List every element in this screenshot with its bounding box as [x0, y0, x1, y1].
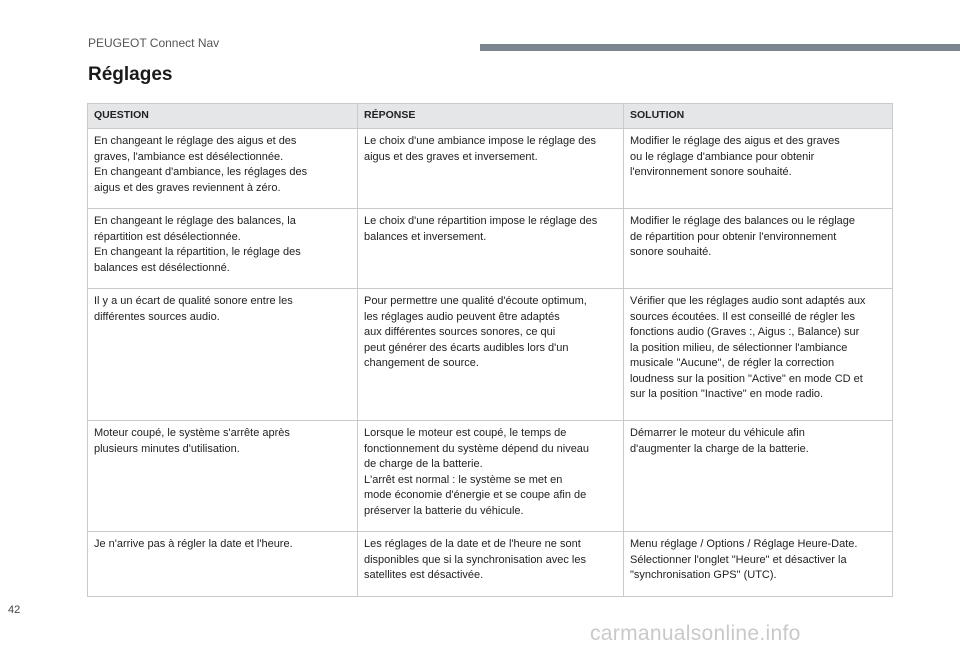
answer-cell: Pour permettre une qualité d'écoute optimum, les réglages audio peuvent être adaptés aux différentes sources sonores, ce qui peut générer des écarts audibles lors d'un changement de source.: [358, 289, 624, 421]
troubleshooting-table: [87, 103, 893, 597]
manual-title: PEUGEOT Connect Nav: [88, 36, 220, 50]
solution-cell: Modifier le réglage des balances ou le réglage de répartition pour obtenir l'environnement sonore souhaité.: [624, 209, 893, 289]
question-cell: Il y a un écart de qualité sonore entre les différentes sources audio.: [88, 289, 358, 421]
solution-cell: Démarrer le moteur du véhicule afin d'augmenter la charge de la batterie.: [624, 421, 893, 532]
watermark-text: carmanualsonline.info: [590, 622, 801, 645]
table-row: [88, 532, 893, 597]
answer-cell: Les réglages de la date et de l'heure ne sont disponibles que si la synchronisation avec les satellites est désactivée.: [358, 532, 624, 597]
page-title: Réglages: [88, 64, 173, 85]
question-cell: Moteur coupé, le système s'arrête après plusieurs minutes d'utilisation.: [88, 421, 358, 532]
column-header-solution: SOLUTION: [624, 104, 893, 129]
column-header-question: QUESTION: [88, 104, 358, 129]
answer-cell: Le choix d'une ambiance impose le réglage des aigus et des graves et inversement.: [358, 129, 624, 209]
header-divider-bar: [480, 44, 960, 51]
solution-cell: Vérifier que les réglages audio sont adaptés aux sources écoutées. Il est conseillé de régler les fonctions audio (Graves :, Aigus :, Balance) sur la position milieu, de sélectionner l'ambiance musicale "Aucune", de régler la correction loudness sur la position "Active" en mode CD et sur la position "Inactive" en mode radio.: [624, 289, 893, 421]
table-row: [88, 209, 893, 289]
question-cell: En changeant le réglage des balances, la répartition est désélectionnée. En changeant la répartition, le réglage des balances est désélectionné.: [88, 209, 358, 289]
answer-cell: Lorsque le moteur est coupé, le temps de fonctionnement du système dépend du niveau de charge de la batterie. L'arrêt est normal : le système se met en mode économie d'énergie et se coupe afin de préserver la batterie du véhicule.: [358, 421, 624, 532]
answer-cell: Le choix d'une répartition impose le réglage des balances et inversement.: [358, 209, 624, 289]
page-number: 42: [8, 604, 21, 616]
table-row: [88, 289, 893, 421]
solution-cell: Menu réglage / Options / Réglage Heure-Date. Sélectionner l'onglet "Heure" et désactiver la "synchronisation GPS" (UTC).: [624, 532, 893, 597]
table-row: [88, 421, 893, 532]
table-header-row: [88, 104, 893, 129]
question-cell: Je n'arrive pas à régler la date et l'heure.: [88, 532, 358, 597]
column-header-answer: RÉPONSE: [358, 104, 624, 129]
question-cell: En changeant le réglage des aigus et des graves, l'ambiance est désélectionnée. En changeant d'ambiance, les réglages des aigus et des graves reviennent à zéro.: [88, 129, 358, 209]
solution-cell: Modifier le réglage des aigus et des graves ou le réglage d'ambiance pour obtenir l'environnement sonore souhaité.: [624, 129, 893, 209]
table-row: [88, 129, 893, 209]
